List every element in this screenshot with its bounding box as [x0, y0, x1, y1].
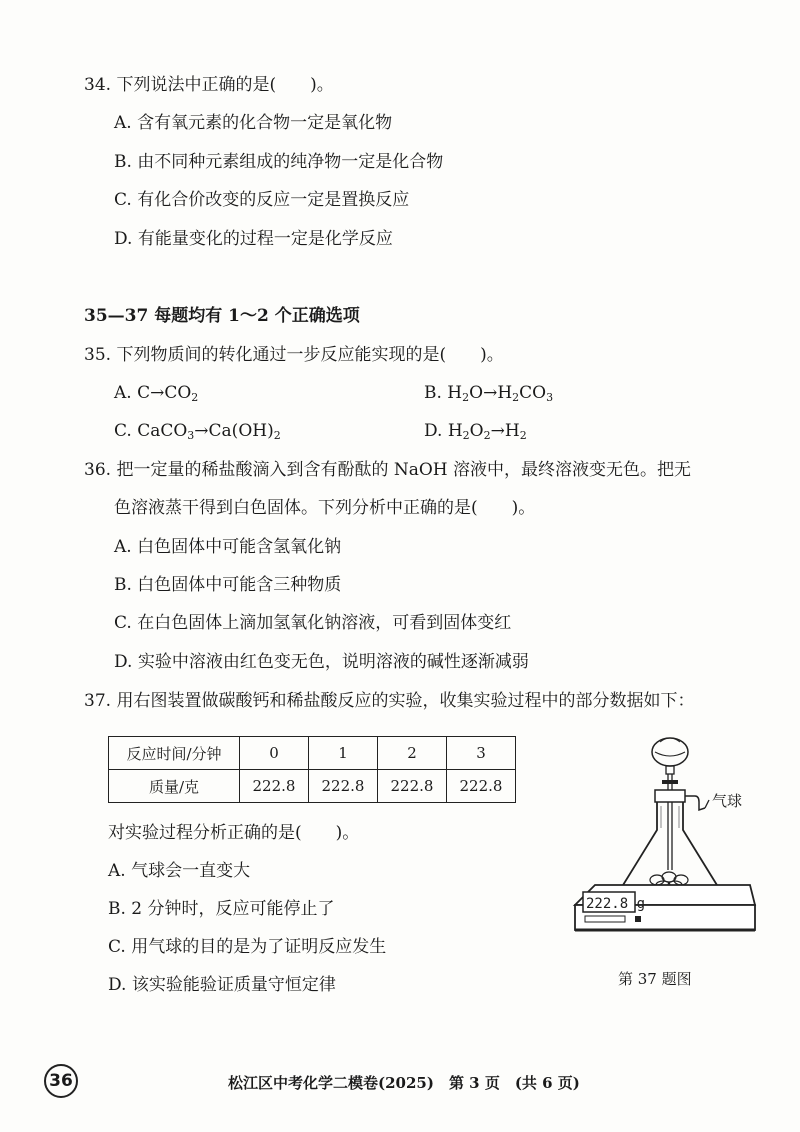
q34-option-a: A. 含有氧元素的化合物一定是氧化物	[114, 113, 393, 133]
q35-stem: 35. 下列物质间的转化通过一步反应能实现的是( )。	[84, 345, 504, 365]
q36-option-d: D. 实验中溶液由红色变无色，说明溶液的碱性逐渐减弱	[114, 652, 529, 672]
q37-apparatus-figure	[565, 730, 765, 945]
separatory-tube-icon	[662, 774, 678, 870]
q37-data-table	[108, 736, 516, 803]
q37-stem: 37. 用右图装置做碳酸钙和稀盐酸反应的实验，收集实验过程中的部分数据如下：	[84, 691, 695, 711]
stopper-icon	[655, 790, 685, 802]
table-cell: 1	[309, 737, 378, 770]
q37-question: 对实验过程分析正确的是( )。	[108, 823, 360, 843]
table-cell: 0	[240, 737, 309, 770]
table-cell: 222.8	[447, 770, 516, 803]
q36-option-a: A. 白色固体中可能含氢氧化钠	[114, 537, 342, 557]
table-row	[109, 737, 516, 770]
table-header-mass: 质量/克	[109, 770, 240, 803]
q37-option-d: D. 该实验能验证质量守恒定律	[108, 975, 336, 995]
q34-option-c: C. 有化合价改变的反应一定是置换反应	[114, 190, 410, 210]
q37-option-c: C. 用气球的目的是为了证明反应发生	[108, 937, 387, 957]
q34-stem: 34. 下列说法中正确的是( )。	[84, 75, 334, 95]
section-note: 35—37 每题均有 1～2 个正确选项	[84, 306, 360, 326]
balloon-label: 气球	[712, 792, 743, 810]
page-number-badge: 36	[44, 1064, 78, 1098]
q34-option-d: D. 有能量变化的过程一定是化学反应	[114, 229, 393, 249]
table-cell: 222.8	[378, 770, 447, 803]
table-cell: 2	[378, 737, 447, 770]
q36-stem-line1: 36. 把一定量的稀盐酸滴入到含有酚酞的 NaOH 溶液中，最终溶液变无色。把无	[84, 460, 692, 480]
q37-option-b: B. 2 分钟时，反应可能停止了	[108, 899, 335, 919]
q36-stem-line2: 色溶液蒸干得到白色固体。下列分析中正确的是( )。	[114, 498, 536, 518]
balance-display: 222.8 g	[586, 896, 646, 912]
q37-option-a: A. 气球会一直变大	[108, 861, 251, 881]
q35-option-c: C. $CaCO_3\to Ca(OH)_2$	[114, 421, 281, 442]
electronic-balance-icon	[575, 885, 755, 930]
figure-caption: 第 37 题图	[618, 970, 692, 988]
table-cell: 3	[447, 737, 516, 770]
q35-option-d: D. $H_2O_2\to H_2$	[424, 421, 527, 442]
q35-option-a: A. $C\to CO_2$	[114, 383, 199, 404]
page-footer: 松江区中考化学二模卷(2025) 第 3 页 (共 6 页)	[228, 1074, 580, 1092]
table-header-time: 反应时间/分钟	[109, 737, 240, 770]
q36-option-b: B. 白色固体中可能含三种物质	[114, 575, 342, 595]
q36-option-c: C. 在白色固体上滴加氢氧化钠溶液，可看到固体变红	[114, 613, 512, 633]
table-cell: 222.8	[240, 770, 309, 803]
q34-option-b: B. 由不同种元素组成的纯净物一定是化合物	[114, 152, 444, 172]
balloon-icon	[652, 738, 688, 774]
q35-option-b: B. $H_2O\to H_2CO_3$	[424, 383, 554, 404]
side-tube-icon	[685, 796, 705, 810]
table-cell: 222.8	[309, 770, 378, 803]
table-row	[109, 770, 516, 803]
